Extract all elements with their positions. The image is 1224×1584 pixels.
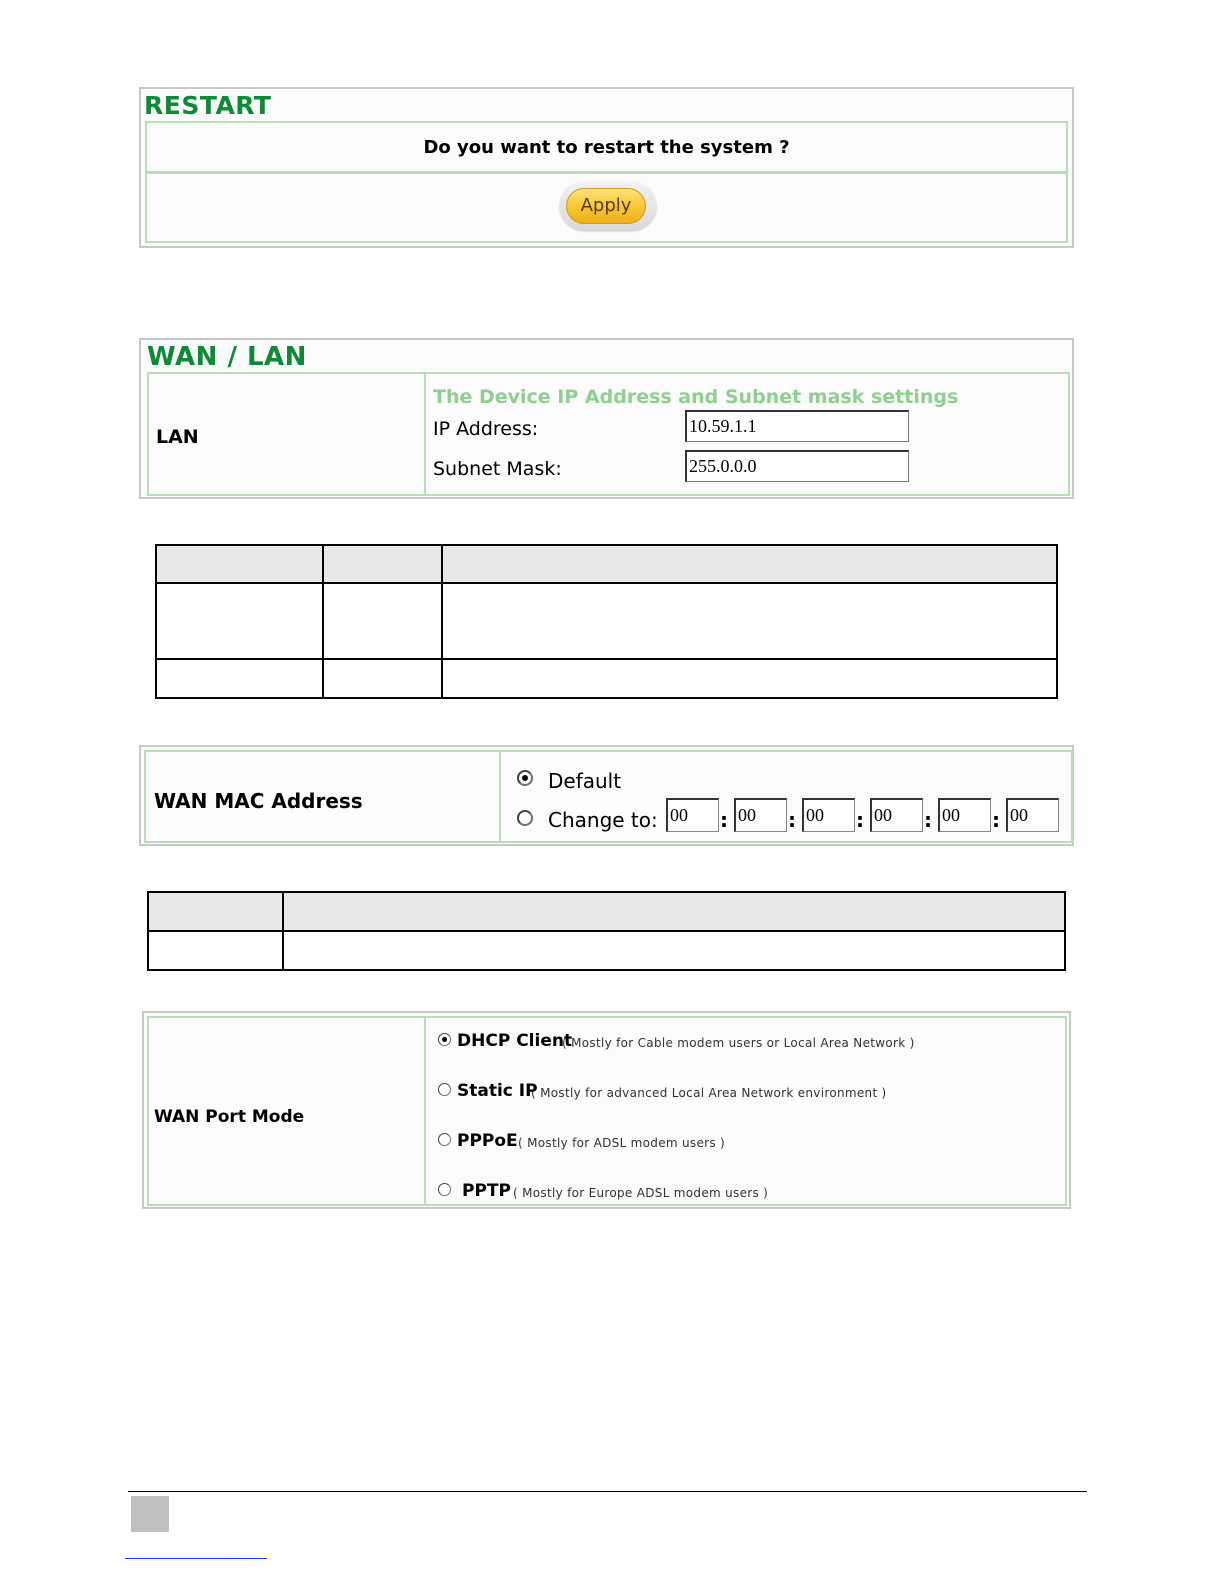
apply-button[interactable]: Apply bbox=[566, 188, 646, 224]
wan-port-mode-label: WAN Port Mode bbox=[154, 1107, 305, 1127]
wan-port-mode-options-cell bbox=[424, 1016, 1067, 1206]
mac-separator: : bbox=[924, 808, 932, 832]
table-cell bbox=[323, 659, 442, 698]
table-cell bbox=[156, 583, 323, 659]
subnet-mask-label: Subnet Mask: bbox=[433, 458, 562, 480]
static-ip-label: Static IP bbox=[457, 1081, 538, 1101]
subnet-mask-input[interactable] bbox=[685, 450, 909, 482]
wan-mac-options-cell bbox=[499, 750, 1073, 843]
table-cell bbox=[283, 931, 1065, 970]
footer-link-underline[interactable] bbox=[125, 1558, 267, 1559]
mac-separator: : bbox=[720, 808, 728, 832]
restart-button-row bbox=[145, 172, 1068, 243]
table-header-cell bbox=[323, 545, 442, 583]
mac-octet-1-input[interactable] bbox=[666, 798, 719, 832]
pptp-label: PPTP bbox=[462, 1181, 511, 1201]
static-ip-radio[interactable] bbox=[438, 1083, 451, 1096]
apply-button-frame bbox=[560, 182, 656, 230]
dhcp-client-radio[interactable] bbox=[438, 1033, 451, 1046]
footer-rule bbox=[128, 1491, 1087, 1492]
table-header-cell bbox=[156, 545, 323, 583]
table-cell bbox=[148, 931, 283, 970]
dhcp-client-note: ( Mostly for Cable modem users or Local Area Network ) bbox=[562, 1036, 915, 1050]
static-ip-note: ( Mostly for advanced Local Area Network environment ) bbox=[531, 1086, 887, 1100]
page-number-box bbox=[131, 1496, 169, 1532]
mac-change-radio[interactable] bbox=[517, 810, 533, 826]
lan-settings-cell bbox=[424, 372, 1070, 496]
mac-separator: : bbox=[992, 808, 1000, 832]
wan-port-mode-panel bbox=[142, 1011, 1071, 1209]
lan-label-cell bbox=[147, 372, 426, 496]
mac-octet-3-input[interactable] bbox=[802, 798, 855, 832]
pptp-radio[interactable] bbox=[438, 1183, 451, 1196]
table-cell bbox=[156, 659, 323, 698]
lan-label: LAN bbox=[156, 426, 199, 448]
wan-mac-label-cell bbox=[144, 750, 501, 843]
reference-table-lan bbox=[155, 544, 1058, 699]
mac-separator: : bbox=[856, 808, 864, 832]
reference-table-mac bbox=[147, 891, 1066, 971]
dhcp-client-label: DHCP Client bbox=[457, 1031, 573, 1051]
wan-lan-title: WAN / LAN bbox=[147, 342, 307, 372]
pptp-note: ( Mostly for Europe ADSL modem users ) bbox=[513, 1186, 769, 1200]
restart-panel bbox=[139, 87, 1074, 248]
mac-octet-2-input[interactable] bbox=[734, 798, 787, 832]
mac-octet-5-input[interactable] bbox=[938, 798, 991, 832]
mac-separator: : bbox=[788, 808, 796, 832]
table-header-cell bbox=[283, 892, 1065, 931]
mac-octet-4-input[interactable] bbox=[870, 798, 923, 832]
mac-octet-6-input[interactable] bbox=[1006, 798, 1059, 832]
pppoe-note: ( Mostly for ADSL modem users ) bbox=[518, 1136, 726, 1150]
pppoe-label: PPPoE bbox=[457, 1131, 518, 1151]
table-header-cell bbox=[148, 892, 283, 931]
mac-change-label: Change to: bbox=[548, 808, 658, 832]
restart-question: Do you want to restart the system ? bbox=[423, 137, 790, 158]
ip-address-label: IP Address: bbox=[433, 418, 539, 440]
table-cell bbox=[442, 659, 1057, 698]
mac-default-radio[interactable] bbox=[517, 770, 533, 786]
restart-title: RESTART bbox=[144, 91, 272, 120]
table-cell bbox=[442, 583, 1057, 659]
wan-mac-panel bbox=[139, 745, 1074, 846]
wan-port-mode-label-cell bbox=[147, 1016, 426, 1206]
table-header-cell bbox=[442, 545, 1057, 583]
mac-default-label: Default bbox=[548, 769, 622, 793]
restart-question-row bbox=[145, 121, 1068, 173]
wan-lan-panel bbox=[139, 338, 1074, 499]
table-cell bbox=[323, 583, 442, 659]
wan-mac-label: WAN MAC Address bbox=[154, 789, 363, 813]
ip-address-input[interactable] bbox=[685, 410, 909, 442]
pppoe-radio[interactable] bbox=[438, 1133, 451, 1146]
lan-settings-subheading: The Device IP Address and Subnet mask settings bbox=[433, 386, 959, 408]
